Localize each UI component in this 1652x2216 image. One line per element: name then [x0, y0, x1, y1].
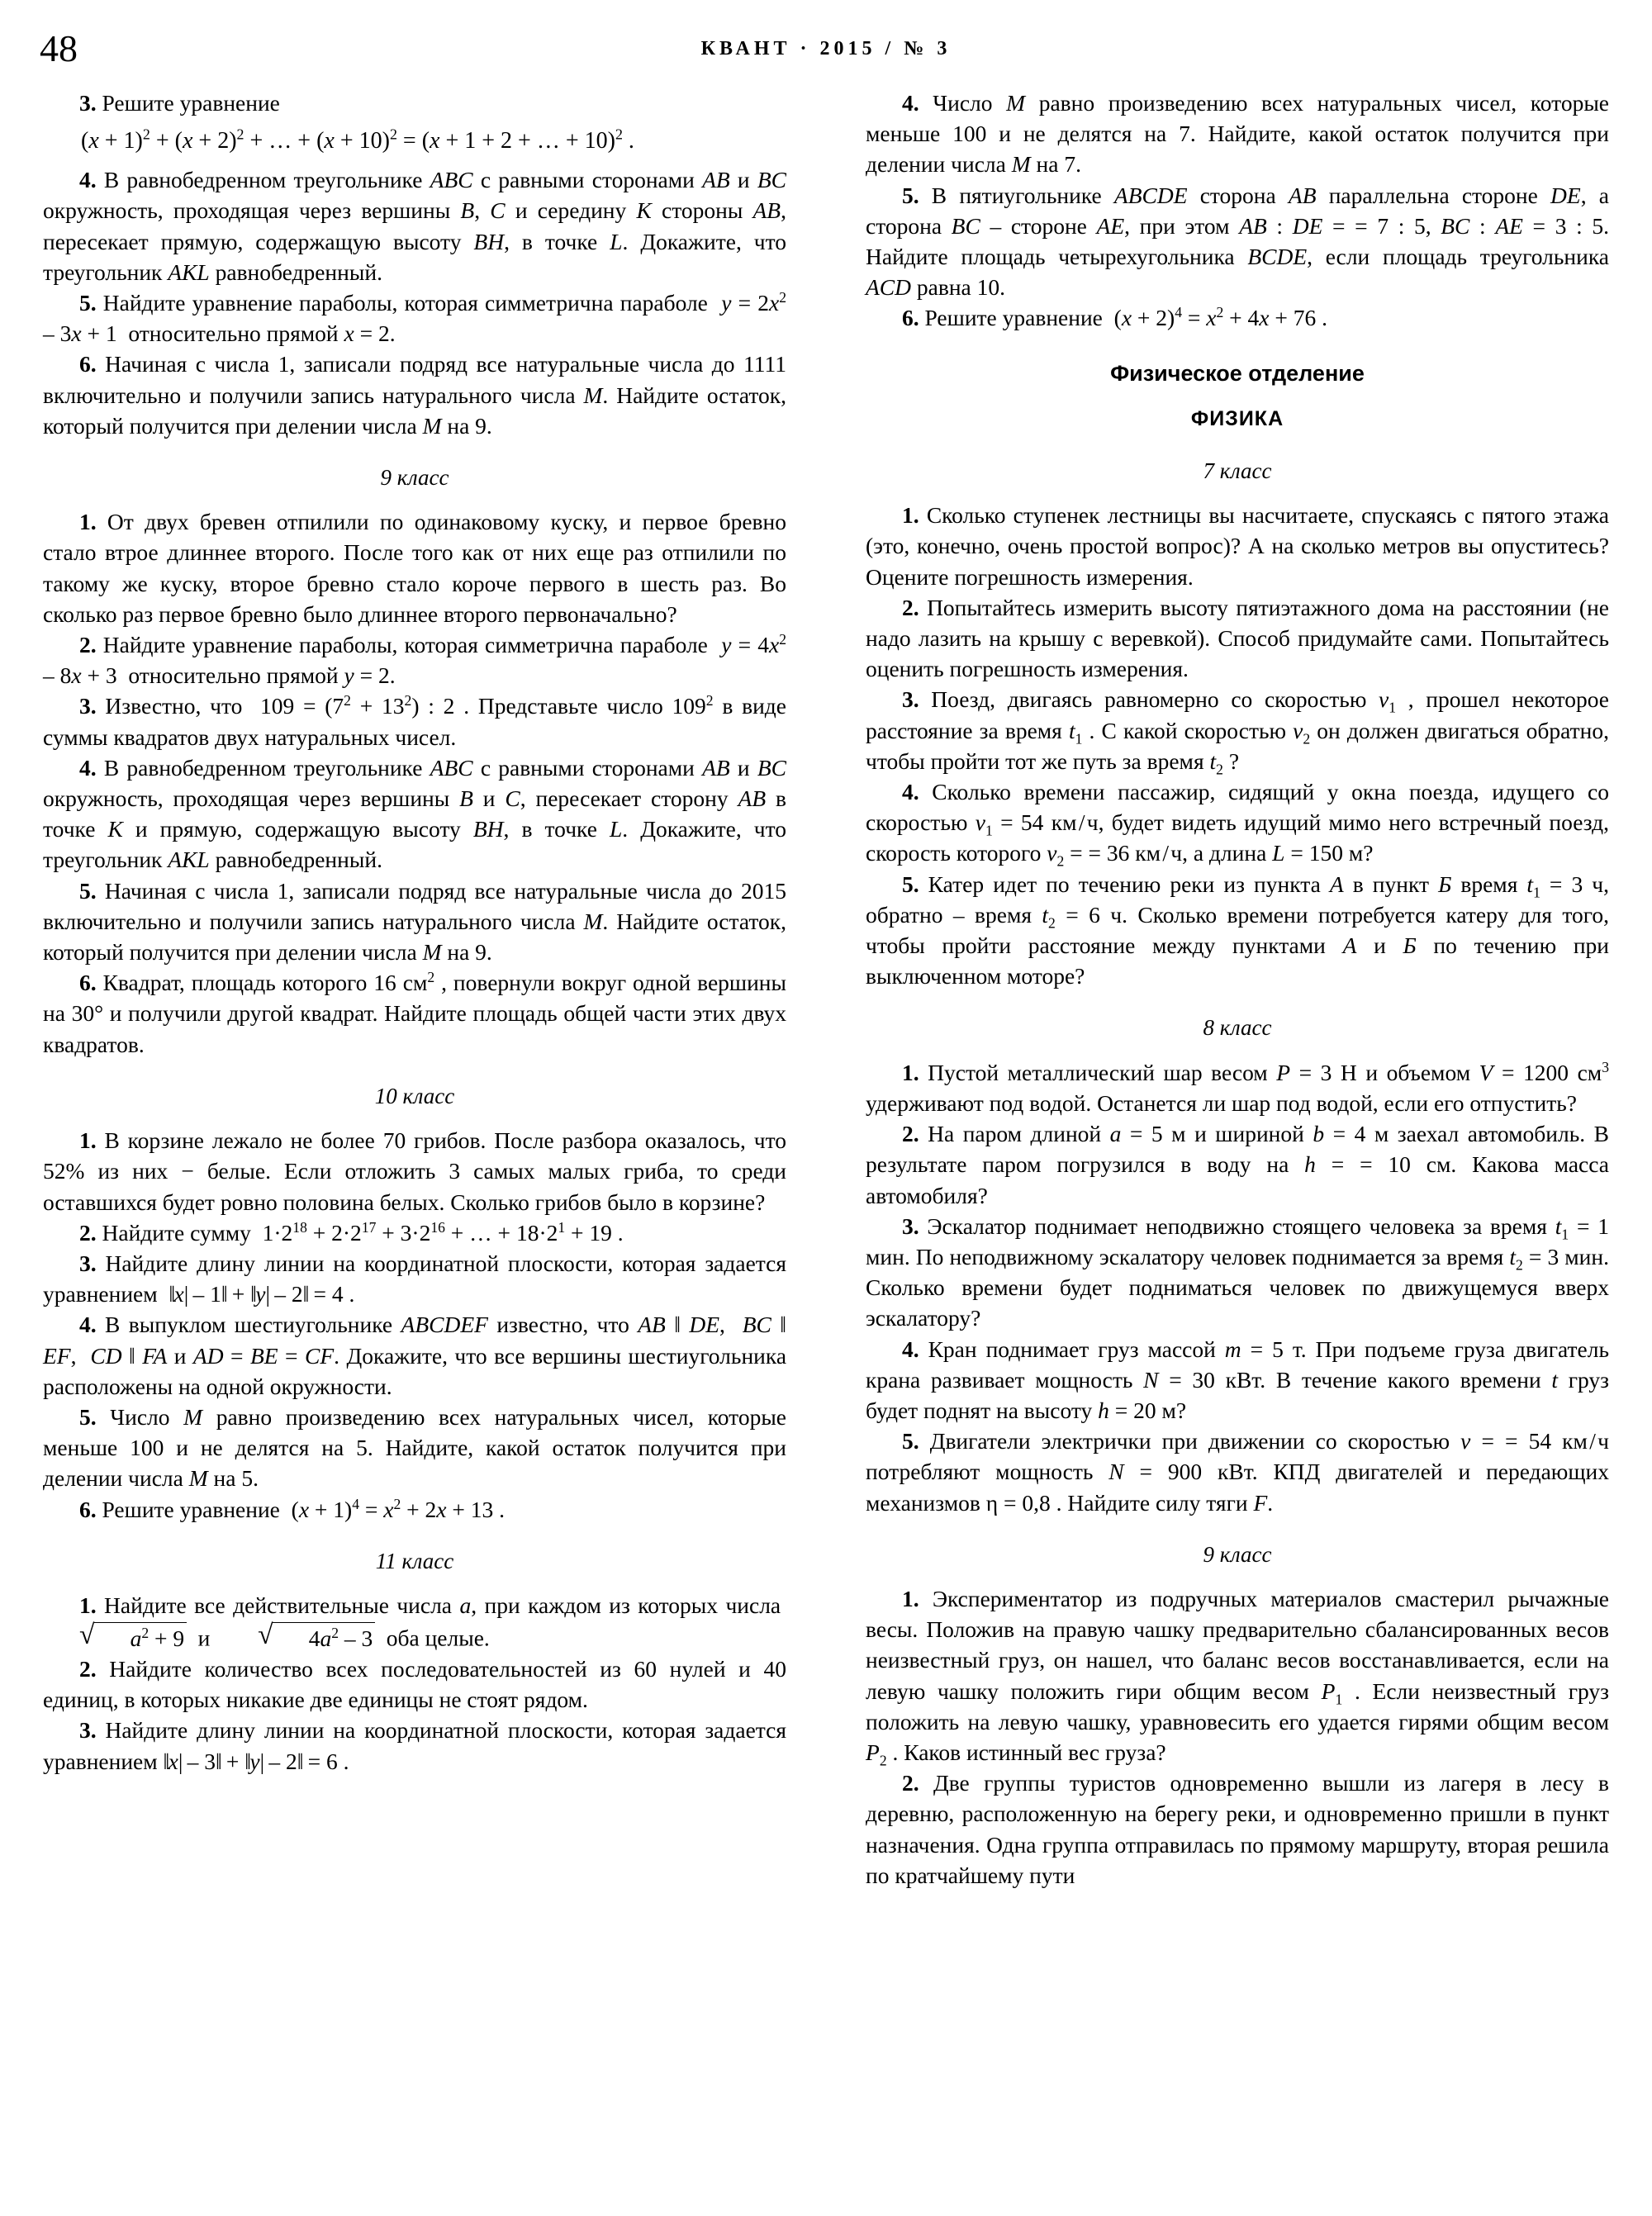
problem-number: 3. [902, 1212, 919, 1239]
problem-number: 4. [902, 1336, 919, 1362]
class-heading: 9 класс [380, 465, 449, 491]
display-formula: $(x + 1)^2 + (x + 2)^2$ + … + $(x + 10)^2 = (x + 1 + 2$ + … + 10)$^2$ . [81, 126, 634, 154]
problem: 4. Число M равно произведению всех натуральных чисел, которые меньше 100 и не делятся на 7. Найдите, какой остаток получится при делении числа M на 7. [866, 90, 1609, 178]
problem-number: 1. [79, 1592, 97, 1618]
problem-text: Решите уравнение [102, 90, 280, 116]
problem: 4. В выпуклом шестиугольнике ABCDEF известно, что AB ‖ DE, BC ‖ EF, CD ‖ FA и AD = BE = CF. Докажите, что все вершины шестиугольника расположены на одной окружности. [43, 1312, 787, 1399]
problem: 5. Число M равно произведению всех натуральных чисел, которые меньше 100 и не делятся на 5. Найдите, какой остаток получится при делении числа M на 5. [43, 1403, 786, 1492]
problem: 2. Найдите уравнение параболы, которая симметрична параболе $y = 4x^2 - 8x + 3$ относительно прямой y = 2. [43, 630, 786, 689]
problem-number: 4. [79, 754, 97, 781]
problem: 3. Найдите длину линии на координатной плоскости, которая задается уравнением ‖x| – 1‖ + ‖y| – 2‖ = 4 . [43, 1250, 786, 1307]
problem-number: 5. [902, 871, 919, 897]
problem: 1. Экспериментатор из подручных материалов смастерил рычажные весы. Положив на правую чашку предварительно сбалансированных весов неизвестный груз, он нашел, что баланс весов восстанавливается, если на левую чашку положить гири общим весом $P_1$ . Если неизвестный груз положить на левую чашку, уравновесить его удается гирями общим весом $P_2$ . Каков истинный вес груза? [866, 1585, 1610, 1769]
problem-number: 5. [79, 1403, 97, 1430]
problem: 5. Начиная с числа 1, записали подряд все натуральные числа до 2015 включительно и получили запись натурального числа M. Найдите остаток, который получится при делении числа M на 9. [43, 877, 786, 966]
problem-number: 3. [902, 686, 919, 713]
problem-number: 2. [79, 632, 97, 658]
class-heading: 9 класс [1203, 1541, 1272, 1567]
problem-number: 3. [79, 1250, 97, 1276]
problem-number: 6. [79, 351, 97, 377]
problem: 6. Квадрат, площадь которого 16 $см^2$ , повернули вокруг одной вершины на 30° и получили другой квадрат. Найдите площадь общей части этих двух квадратов. [43, 969, 786, 1057]
problem: 6. Начиная с числа 1, записали подряд все натуральные числа до 1111 включительно и получили запись натурального числа M. Найдите остаток, который получится при делении числа M на 9. [43, 351, 786, 439]
problem: 4. В равнобедренном треугольнике ABC с равными сторонами AB и BC окружность, проходящая через вершины B, C и середину K стороны AB, пересекает прямую, содержащую высоту BH, в точке L. Докажите, что треугольник AKL равнобедренный. [43, 167, 787, 285]
problem: 3. Поезд, двигаясь равномерно со скоростью $v_1$ , прошел некоторое расстояние за время $t_1$ . С какой скоростью $v_2$ он должен двигаться обратно, чтобы пройти тот же путь за время $t_2$ ? [866, 686, 1610, 778]
problem-number: 2. [902, 594, 919, 620]
problem [43, 1125, 786, 1217]
division-heading: Физическое отделение [1110, 360, 1365, 386]
subject-heading: ФИЗИКА [1190, 406, 1284, 430]
problem-number: 1. [902, 1059, 919, 1085]
problem: 1. Пустой металлический шар весом P = 3 Н и объемом V = 1200 $см^3$ удерживают под водой. Останется ли шар под водой, если его отпустить? [866, 1058, 1609, 1116]
problem: 4. Кран поднимает груз массой m = 5 т. При подъеме груза двигатель крана развивает мощность N = 30 кВт. В течение какого времени t груз будет поднят на высоту h = 20 м? [866, 1336, 1609, 1423]
problem-number: 2. [79, 1219, 97, 1246]
problem [43, 506, 786, 629]
problem-number: 5. [79, 877, 97, 904]
problem: 5. Катер идет по течению реки из пункта А в пункт Б время $t_1 = 3$ ч, обратно – время $t_2 = 6$ ч. Сколько времени потребуется катеру для того, чтобы пройти расстояние между пунктами А и Б по течению при выключенном моторе? [866, 871, 1610, 989]
problem: 2. Найдите сумму $1\cdot 2^{18} + 2\cdot 2^{17} + 3\cdot 2^{16}$ + … + $18\cdot 2^1 + 19$ . [79, 1218, 624, 1246]
problem-number: 1. [79, 509, 97, 535]
problem-text: Сколько ступенек лестницы вы насчитаете, спускаясь с пятого этажа (это, конечно, очень простой вопрос)? А на сколько метров вы опуститесь? Оцените погрешность измерения. [866, 502, 1610, 590]
class-heading: 11 класс [375, 1548, 454, 1573]
problem-text: Две группы туристов одновременно вышли из лагеря в лесу в деревню, расположенную на берегу реки, и одновременно пришли в пункт назначения. Одна группа отправилась по прямому маршруту, вторая решила по кратчайшему пути [866, 1770, 1610, 1888]
problem-number: 3. [79, 1717, 97, 1744]
problem-number: 5. [79, 290, 97, 316]
physics-section [866, 456, 1609, 1891]
problem: 5. Найдите уравнение параболы, которая симметрична параболе $y = 2x^2 - 3x + 1$ относительно прямой x = 2. [43, 288, 786, 347]
problem-text: Попытайтесь измерить высоту пятиэтажного дома на расстоянии (не надо лазить на крышу с веревкой). Способ придумайте сами. Попытайтесь оценить погрешность измерения. [866, 594, 1610, 682]
problem-number: 4. [79, 1312, 97, 1338]
problem-text: В корзине лежало не более 70 грибов. После разбора оказалось, что 52% из них − белые. Если отложить 3 самых малых гриба, то среди оставшихся будет ровно половина белых. Сколько грибов было в корзине? [43, 1127, 787, 1215]
problem [43, 1654, 786, 1715]
problem-number: 6. [79, 1496, 97, 1522]
class-heading: 10 класс [374, 1083, 455, 1108]
class-heading: 7 класс [1203, 458, 1272, 484]
problem-number: 1. [902, 502, 919, 529]
left-column [43, 88, 786, 1777]
problem: 4. В равнобедренном треугольнике ABC с равными сторонами AB и BC окружность, проходящая через вершины B и C, пересекает сторону AB в точке K и прямую, содержащую высоту BH, в точке L. Докажите, что треугольник AKL равнобедренный. [43, 754, 787, 873]
problem: 6. Решите уравнение $(x + 1)^4 = x^2 + 2x + 13$ . [79, 1495, 506, 1522]
problem-number: 2. [79, 1655, 97, 1682]
problem-number: 1. [902, 1585, 919, 1611]
journal-title: КВАНТ · 2015 / № 3 [700, 38, 952, 59]
problem-number: 6. [902, 305, 919, 331]
page-number: 48 [40, 27, 78, 69]
problem-number: 2. [902, 1770, 919, 1796]
problem [866, 1768, 1609, 1891]
problem-number: 3. [79, 693, 97, 719]
problem-number: 5. [902, 1428, 919, 1454]
problem: 1. Найдите все действительные числа a, при каждом из которых числа √ $a^2 + 9$ и √ $4a^2 - 3$ оба целые. [43, 1590, 786, 1654]
problem: 5. В пятиугольнике ABCDE сторона AB параллельна стороне DE, а сторона BC – стороне AE, при этом AB : DE = = 7 : 5, BC : AE = 3 : 5. Найдите площадь четырехугольника BCDE, если площадь треугольника ACD равна 10. [866, 182, 1609, 301]
problem [866, 592, 1609, 685]
problem-text: Найдите количество всех последовательностей из 60 нулей и 40 единиц, в которых никакие две единицы не стоят рядом. [43, 1655, 787, 1713]
problem: 5. Двигатели электрички при движении со скоростью v = = 54 км / ч потребляют мощность N = 900 кВт. КПД двигателей и передающих механизмов η = 0,8 . Найдите силу тяги F. [866, 1428, 1609, 1516]
problem-number: 5. [902, 182, 919, 208]
problem-number: 1. [79, 1127, 97, 1154]
problem-number: 4. [902, 90, 919, 116]
problem: 4. Сколько времени пассажир, сидящий у окна поезда, идущего со скоростью $v_1 = 54$ км / ч, будет видеть идущий мимо него встречный поезд, скорость которого $v_2$ = = 36 км / ч, а длина L = 150 м? [866, 779, 1609, 870]
problem [866, 500, 1609, 592]
running-head [0, 28, 1652, 78]
problem: 3. Эскалатор поднимает неподвижно стоящего человека за время $t_1 = 1$ мин. По неподвижному эскалатору человек поднимается за время $t_2 = 3$ мин. Сколько времени будет подниматься человек по движущемуся вверх эскалатору? [866, 1212, 1609, 1331]
problem [43, 88, 786, 118]
problem-number: 4. [902, 779, 919, 805]
problem-number: 6. [79, 970, 97, 996]
problem-number: 4. [79, 167, 97, 193]
problem-number: 2. [902, 1121, 919, 1147]
problem-number: 3. [79, 90, 97, 116]
problem: 2. На паром длиной a = 5 м и шириной b = 4 м заехал автомобиль. В результате паром погрузился в воду на h = = 10 см. Какова масса автомобиля? [866, 1121, 1610, 1208]
right-column [866, 88, 1609, 1891]
class-heading: 8 класс [1203, 1015, 1272, 1041]
problem: 3. Известно, что $109 = (7^2 + 13^2)$ : 2 . Представьте число $109^2$ в виде суммы квадратов двух натуральных чисел. [43, 692, 787, 750]
problem: 6. Решите уравнение $(x + 2)^4 = x^2 + 4x + 76$ . [902, 304, 1328, 331]
problem: 3. Найдите длину линии на координатной плоскости, которая задается уравнением ‖x| – 3‖ + ‖y| – 2‖ = 6 . [43, 1717, 786, 1774]
problem-text: От двух бревен отпилили по одинаковому куску, и первое бревно стало втрое длиннее второго. После того как от них еще раз отпилили по такому же куску, второе бревно стало короче первого в шесть раз. Во сколько раз первое бревно было длиннее второго первоначально? [43, 509, 786, 627]
